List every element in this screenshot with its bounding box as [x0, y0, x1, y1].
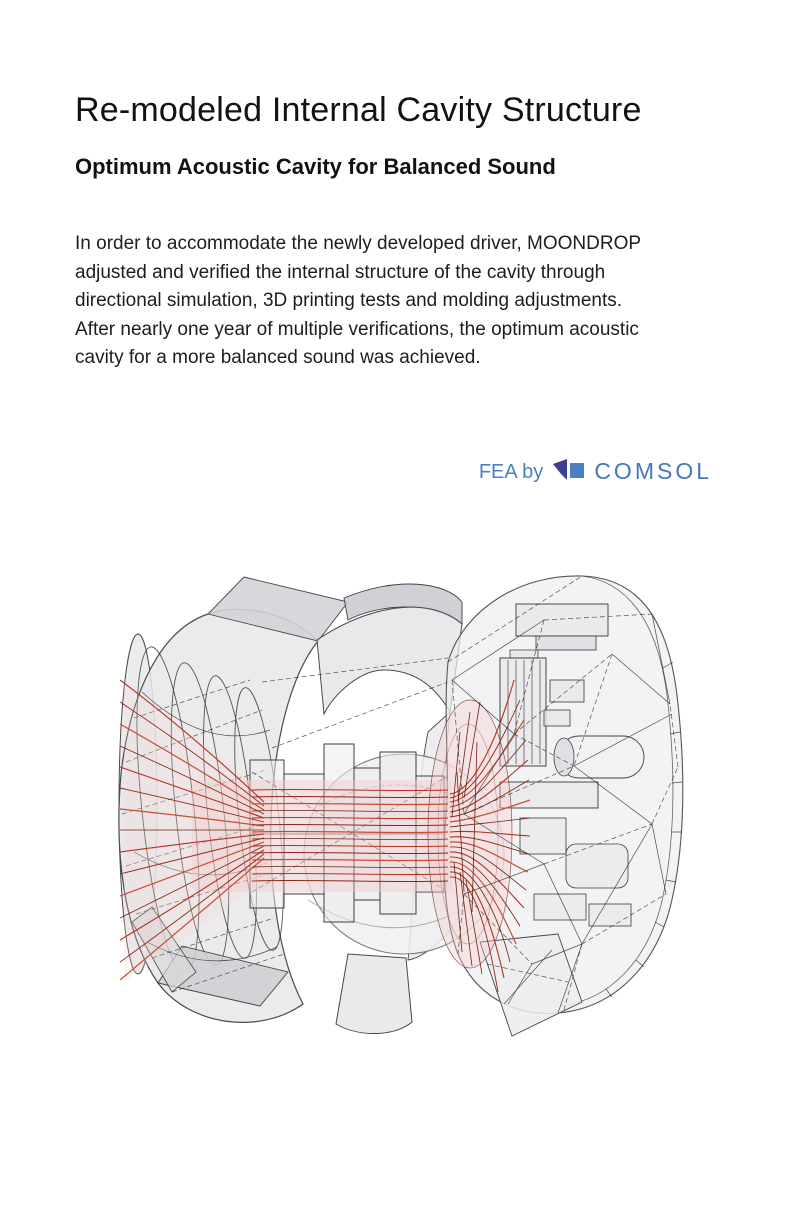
comsol-wordmark: COMSOL	[594, 458, 712, 484]
intro-line: After nearly one year of multiple verifications, the optimum acoustic	[75, 318, 639, 340]
fea-attribution-row	[75, 457, 712, 487]
fea-simulation-figure	[112, 562, 692, 1037]
intro-line: In order to accommodate the newly developed driver, MOONDROP	[75, 233, 642, 254]
comsol-logo-sail	[553, 459, 567, 480]
intro-line: directional simulation, 3D printing tests and molding adjustments.	[75, 290, 623, 311]
page-title: Re-modeled Internal Cavity Structure	[75, 91, 642, 129]
intro-line: adjusted and verified the internal structure of the cavity through	[75, 261, 606, 283]
intro-paragraph	[75, 230, 712, 373]
comsol-logo-lockup	[553, 458, 712, 485]
comsol-logo-icon	[553, 459, 587, 485]
page-content	[0, 0, 790, 487]
page-subtitle: Optimum Acoustic Cavity for Balanced Sound	[75, 154, 556, 179]
fea-wireframe-svg	[112, 562, 692, 1037]
comsol-logo-square	[570, 463, 584, 478]
fea-by-label: FEA by	[478, 461, 544, 483]
intro-line: cavity for a more balanced sound was achieved.	[75, 347, 481, 368]
